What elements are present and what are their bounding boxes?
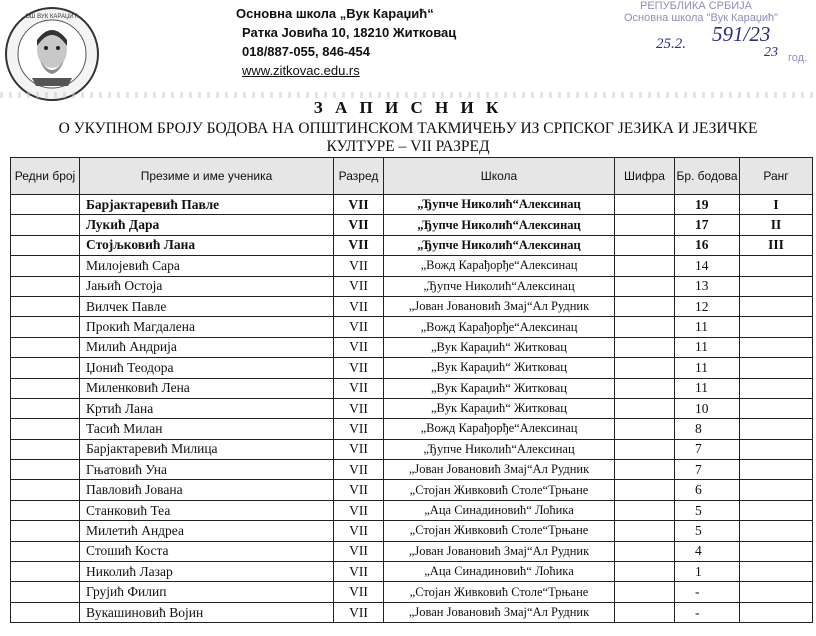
student-name-cell: Џонић Теодора (80, 358, 334, 378)
grade-cell: VII (334, 296, 384, 316)
column-header-points: Бр. бодова (675, 158, 740, 195)
code-cell (615, 541, 675, 561)
svg-text:ОШ ВУК КАРАЏИЋ: ОШ ВУК КАРАЏИЋ (25, 14, 79, 20)
student-name-cell: Тасић Милан (80, 419, 334, 439)
document-subtitle-line-2: КУЛТУРЕ – VII РАЗРЕД (326, 138, 490, 155)
row-number-cell (11, 562, 80, 582)
grade-cell: VII (334, 337, 384, 357)
grade-cell: VII (334, 521, 384, 541)
stamp-line-1: РЕПУБЛИКА СРБИЈА (640, 0, 752, 12)
school-address: Ратка Јовића 10, 18210 Житковац (242, 25, 457, 40)
row-number-cell (11, 460, 80, 480)
column-header-rank: Ранг (740, 158, 813, 195)
student-name-cell: Милетић Андреа (80, 521, 334, 541)
rank-cell (740, 562, 813, 582)
student-name-cell: Барјактаревић Павле (80, 195, 334, 215)
student-name-cell: Барјактаревић Милица (80, 439, 334, 459)
school-cell: „Вожд Карађорђе“Алексинац (384, 419, 615, 439)
table-row (11, 419, 813, 439)
code-cell (615, 317, 675, 337)
row-number-cell (11, 276, 80, 296)
rank-cell (740, 460, 813, 480)
code-cell (615, 480, 675, 500)
points-cell: 6 (675, 480, 740, 500)
school-cell: „Ђупче Николић“Алексинац (384, 195, 615, 215)
student-name-cell: Миленковић Лена (80, 378, 334, 398)
school-cell: „Стојан Живковић Столе“Трњане (384, 582, 615, 602)
points-cell: 7 (675, 460, 740, 480)
grade-cell: VII (334, 582, 384, 602)
grade-cell: VII (334, 439, 384, 459)
points-cell: 5 (675, 521, 740, 541)
school-cell: „Вожд Карађорђе“Алексинац (384, 256, 615, 276)
table-row (11, 317, 813, 337)
student-name-cell: Јањић Остоја (80, 276, 334, 296)
table-row (11, 602, 813, 622)
row-number-cell (11, 419, 80, 439)
school-cell: „Ђупче Николић“Алексинац (384, 215, 615, 235)
points-cell: 14 (675, 256, 740, 276)
student-name-cell: Николић Лазар (80, 562, 334, 582)
school-cell: „Јован Јовановић Змај“Ал Рудник (384, 460, 615, 480)
points-cell: 8 (675, 419, 740, 439)
points-cell: - (675, 582, 740, 602)
row-number-cell (11, 398, 80, 418)
school-cell: „Јован Јовановић Змај“Ал Рудник (384, 296, 615, 316)
student-name-cell: Грујић Филип (80, 582, 334, 602)
rank-cell (740, 317, 813, 337)
code-cell (615, 398, 675, 418)
row-number-cell (11, 256, 80, 276)
points-cell: 11 (675, 337, 740, 357)
grade-cell: VII (334, 378, 384, 398)
table-row (11, 541, 813, 561)
code-cell (615, 582, 675, 602)
rank-cell (740, 256, 813, 276)
column-header-name: Презиме и име ученика (80, 158, 334, 195)
table-row (11, 337, 813, 357)
document-subtitle-line-1: О УКУПНОМ БРОЈУ БОДОВА НА ОПШТИНСКОМ ТАКМИЧЕЊУ ИЗ СРПСКОГ ЈЕЗИКА И ЈЕЗИЧКЕ (58, 120, 758, 137)
row-number-cell (11, 215, 80, 235)
table-row (11, 358, 813, 378)
grade-cell: VII (334, 602, 384, 622)
rank-cell (740, 337, 813, 357)
code-cell (615, 460, 675, 480)
table-body (11, 195, 813, 623)
student-name-cell: Лукић Дара (80, 215, 334, 235)
registry-stamp (624, 0, 812, 64)
stamp-line-2: Основна школа "Вук Караџић" (624, 12, 779, 24)
student-name-cell: Вукашиновић Војин (80, 602, 334, 622)
row-number-cell (11, 296, 80, 316)
table-row (11, 215, 813, 235)
school-cell: „Аца Синадиновић“ Лоћика (384, 500, 615, 520)
student-name-cell: Милић Андрија (80, 337, 334, 357)
table-row (11, 562, 813, 582)
rank-cell (740, 296, 813, 316)
grade-cell: VII (334, 562, 384, 582)
points-cell: 5 (675, 500, 740, 520)
column-header-school: Школа (384, 158, 615, 195)
table-row (11, 521, 813, 541)
table-row (11, 439, 813, 459)
school-cell: „Вожд Карађорђе“Алексинац (384, 317, 615, 337)
school-cell: „Стојан Живковић Столе“Трњане (384, 521, 615, 541)
school-cell: „Јован Јовановић Змај“Ал Рудник (384, 602, 615, 622)
row-number-cell (11, 602, 80, 622)
rank-cell (740, 398, 813, 418)
rank-cell (740, 276, 813, 296)
school-cell: „Вук Караџић“ Житковац (384, 337, 615, 357)
table-row (11, 460, 813, 480)
points-cell: 10 (675, 398, 740, 418)
school-cell: „Вук Караџић“ Житковац (384, 398, 615, 418)
grade-cell: VII (334, 317, 384, 337)
points-cell: 12 (675, 296, 740, 316)
points-cell: 11 (675, 378, 740, 398)
school-name: Основна школа „Вук Караџић“ (236, 6, 434, 21)
student-name-cell: Станковић Теа (80, 500, 334, 520)
code-cell (615, 215, 675, 235)
rank-cell: I (740, 195, 813, 215)
points-cell: 4 (675, 541, 740, 561)
school-cell: „Јован Јовановић Змај“Ал Рудник (384, 541, 615, 561)
column-header-grade: Разред (334, 158, 384, 195)
row-number-cell (11, 337, 80, 357)
table-row (11, 276, 813, 296)
code-cell (615, 562, 675, 582)
points-cell: 19 (675, 195, 740, 215)
points-cell: 16 (675, 235, 740, 255)
table-row (11, 500, 813, 520)
grade-cell: VII (334, 480, 384, 500)
school-cell: „Ђупче Николић“Алексинац (384, 439, 615, 459)
grade-cell: VII (334, 500, 384, 520)
school-website-link[interactable]: www.zitkovac.edu.rs (242, 63, 360, 78)
code-cell (615, 439, 675, 459)
student-name-cell: Гњатовић Уна (80, 460, 334, 480)
table-row (11, 398, 813, 418)
points-cell: 7 (675, 439, 740, 459)
code-cell (615, 256, 675, 276)
stamp-handwritten-date: 25.2. (656, 36, 686, 52)
row-number-cell (11, 480, 80, 500)
grade-cell: VII (334, 195, 384, 215)
grade-cell: VII (334, 541, 384, 561)
student-name-cell: Вилчек Павле (80, 296, 334, 316)
code-cell (615, 358, 675, 378)
school-cell: „Ђупче Николић“Алексинац (384, 235, 615, 255)
points-cell: 13 (675, 276, 740, 296)
rank-cell (740, 521, 813, 541)
school-logo (4, 6, 100, 102)
rank-cell (740, 439, 813, 459)
document-title: З А П И С Н И К (313, 98, 503, 117)
code-cell (615, 378, 675, 398)
student-name-cell: Стојљковић Лана (80, 235, 334, 255)
stamp-year-suffix: год. (788, 52, 808, 64)
points-cell: 11 (675, 358, 740, 378)
row-number-cell (11, 358, 80, 378)
row-number-cell (11, 439, 80, 459)
code-cell (615, 602, 675, 622)
table-row (11, 296, 813, 316)
points-cell: 1 (675, 562, 740, 582)
student-name-cell: Милојевић Сара (80, 256, 334, 276)
row-number-cell (11, 521, 80, 541)
grade-cell: VII (334, 398, 384, 418)
rank-cell: II (740, 215, 813, 235)
grade-cell: VII (334, 460, 384, 480)
code-cell (615, 419, 675, 439)
grade-cell: VII (334, 419, 384, 439)
grade-cell: VII (334, 215, 384, 235)
grade-cell: VII (334, 358, 384, 378)
rank-cell (740, 500, 813, 520)
stamp-handwritten-number: 591/23 (712, 22, 771, 46)
row-number-cell (11, 317, 80, 337)
grade-cell: VII (334, 276, 384, 296)
table-row (11, 582, 813, 602)
table-row (11, 235, 813, 255)
code-cell (615, 296, 675, 316)
row-number-cell (11, 235, 80, 255)
row-number-cell (11, 500, 80, 520)
row-number-cell (11, 582, 80, 602)
school-cell: „Аца Синадиновић“ Лоћика (384, 562, 615, 582)
school-cell: „Ђупче Николић“Алексинац (384, 276, 615, 296)
results-table (10, 157, 813, 623)
code-cell (615, 337, 675, 357)
code-cell (615, 276, 675, 296)
student-name-cell: Прокић Магдалена (80, 317, 334, 337)
code-cell (615, 500, 675, 520)
student-name-cell: Стошић Коста (80, 541, 334, 561)
rank-cell (740, 582, 813, 602)
table-row (11, 480, 813, 500)
rank-cell (740, 541, 813, 561)
rank-cell (740, 378, 813, 398)
grade-cell: VII (334, 235, 384, 255)
school-cell: „Вук Караџић“ Житковац (384, 358, 615, 378)
row-number-cell (11, 541, 80, 561)
student-name-cell: Кртић Лана (80, 398, 334, 418)
points-cell: 11 (675, 317, 740, 337)
rank-cell (740, 419, 813, 439)
points-cell: 17 (675, 215, 740, 235)
rank-cell (740, 358, 813, 378)
grade-cell: VII (334, 256, 384, 276)
column-header-number: Редни број (11, 158, 80, 195)
rank-cell: III (740, 235, 813, 255)
code-cell (615, 235, 675, 255)
table-row (11, 195, 813, 215)
school-header (236, 4, 456, 80)
points-cell: - (675, 602, 740, 622)
code-cell (615, 521, 675, 541)
column-header-code: Шифра (615, 158, 675, 195)
student-name-cell: Павловић Јована (80, 480, 334, 500)
row-number-cell (11, 378, 80, 398)
table-header-row (11, 158, 813, 195)
row-number-cell (11, 195, 80, 215)
code-cell (615, 195, 675, 215)
table-row (11, 378, 813, 398)
table-row (11, 256, 813, 276)
rank-cell (740, 602, 813, 622)
school-cell: „Вук Караџић“ Житковац (384, 378, 615, 398)
rank-cell (740, 480, 813, 500)
school-cell: „Стојан Живковић Столе“Трњане (384, 480, 615, 500)
stamp-handwritten-year: 23 (764, 45, 778, 60)
school-phone: 018/887-055, 846-454 (242, 44, 370, 59)
